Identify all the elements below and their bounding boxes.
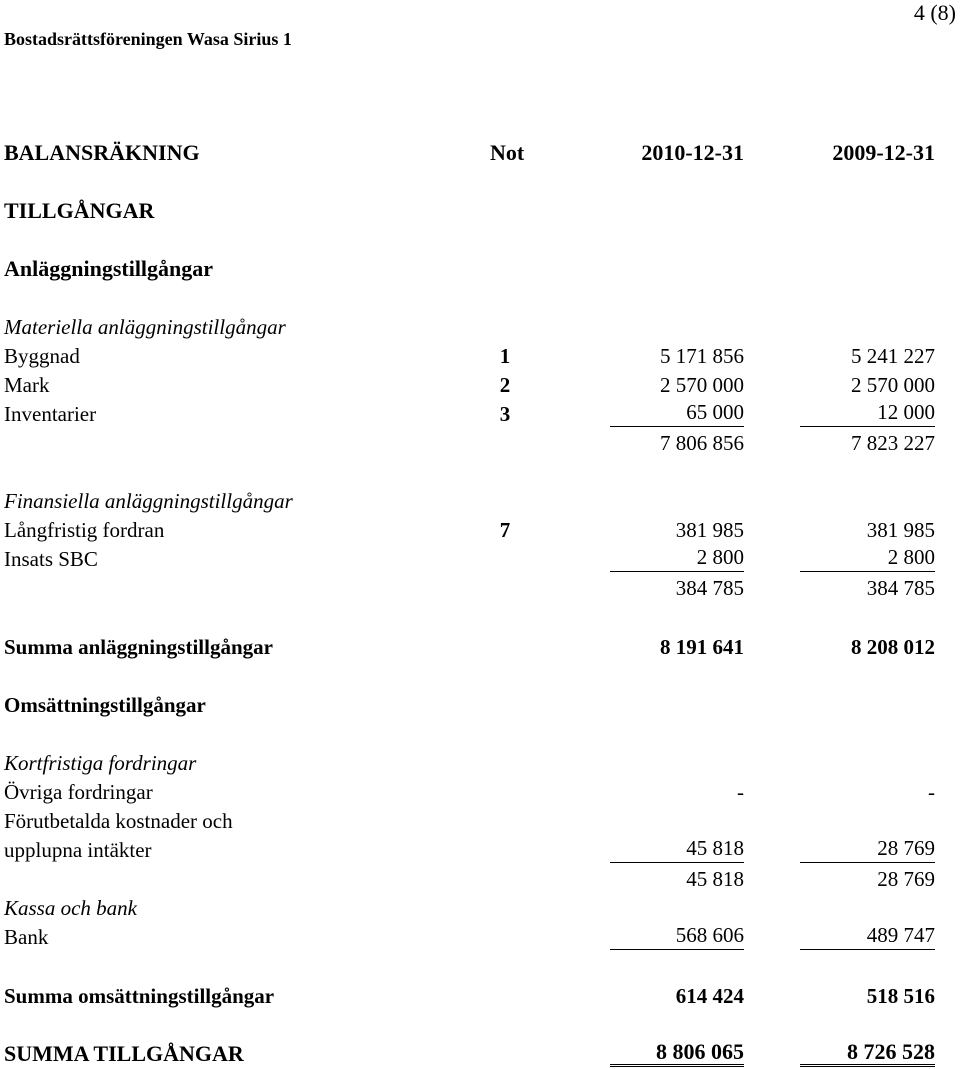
fixed-assets-total-2009: 8 208 012 xyxy=(851,635,935,659)
assets-total-2010: 8 806 065 xyxy=(610,1039,744,1067)
row-label: Förutbetalda kostnader och xyxy=(4,809,233,833)
cash-heading: Kassa och bank xyxy=(4,896,137,920)
note-column-header: Not xyxy=(490,140,525,165)
row-value-2010: 45 818 xyxy=(610,835,744,863)
current-assets-total-2009: 518 516 xyxy=(866,984,935,1008)
table-row xyxy=(0,806,960,836)
tangible-subtotal-row xyxy=(0,428,960,458)
year-2009-column-header: 2009-12-31 xyxy=(832,140,935,165)
row-label: Övriga fordringar xyxy=(4,780,153,804)
table-row xyxy=(0,370,960,400)
tangible-heading-row xyxy=(0,312,960,342)
row-label: Insats SBC xyxy=(4,547,98,571)
current-assets-heading: Omsättningstillgångar xyxy=(4,693,206,717)
row-note: 7 xyxy=(499,518,511,542)
table-row xyxy=(0,835,960,865)
financial-subtotal-row xyxy=(0,573,960,603)
table-row xyxy=(0,515,960,545)
row-note: 3 xyxy=(499,402,511,426)
tangible-subtotal-2009: 7 823 227 xyxy=(851,431,935,455)
row-value-2010: 381 985 xyxy=(675,518,744,542)
row-label: Inventarier xyxy=(4,402,97,426)
table-row xyxy=(0,777,960,807)
table-row xyxy=(0,399,960,429)
document-title: BALANSRÄKNING xyxy=(4,140,200,165)
table-row xyxy=(0,922,960,952)
fixed-assets-heading-row xyxy=(0,254,960,284)
short-term-subtotal-2010: 45 818 xyxy=(686,867,744,891)
row-label: Mark xyxy=(4,373,50,397)
current-assets-heading-row xyxy=(0,690,960,720)
tangible-subtotal-2010: 7 806 856 xyxy=(660,431,744,455)
row-value-2009: 5 241 227 xyxy=(851,344,935,368)
assets-heading-row xyxy=(0,196,960,226)
current-assets-total-label: Summa omsättningstillgångar xyxy=(4,984,275,1008)
row-value-2010: 5 171 856 xyxy=(660,344,744,368)
row-value-2009: 381 985 xyxy=(866,518,935,542)
assets-total-2009: 8 726 528 xyxy=(800,1039,935,1067)
current-assets-total-row xyxy=(0,981,960,1011)
tangible-heading: Materiella anläggningstillgångar xyxy=(4,315,286,339)
page-number: 4 (8) xyxy=(913,0,956,25)
row-value-2010: 2 570 000 xyxy=(660,373,744,397)
row-note: 2 xyxy=(499,373,511,397)
short-term-heading: Kortfristiga fordringar xyxy=(4,751,197,775)
row-label-continued: upplupna intäkter xyxy=(4,838,152,862)
row-value-2009: 489 747 xyxy=(800,922,935,950)
assets-heading: TILLGÅNGAR xyxy=(4,198,155,223)
financial-subtotal-2010: 384 785 xyxy=(675,576,744,600)
row-value-2009: 12 000 xyxy=(800,399,935,427)
row-value-2010: 568 606 xyxy=(610,922,744,950)
financial-subtotal-2009: 384 785 xyxy=(866,576,935,600)
fixed-assets-heading: Anläggningstillgångar xyxy=(4,256,214,281)
short-term-subtotal-row xyxy=(0,864,960,894)
row-value-2009: 2 570 000 xyxy=(851,373,935,397)
year-2010-column-header: 2010-12-31 xyxy=(641,140,744,165)
row-value-2009: 28 769 xyxy=(800,835,935,863)
row-label: Byggnad xyxy=(4,344,80,368)
fixed-assets-total-label: Summa anläggningstillgångar xyxy=(4,635,273,659)
row-label: Bank xyxy=(4,925,49,949)
assets-total-row xyxy=(0,1039,960,1069)
short-term-heading-row xyxy=(0,748,960,778)
row-value-2010: 65 000 xyxy=(610,399,744,427)
table-row xyxy=(0,341,960,371)
row-value-2010: 2 800 xyxy=(610,544,744,572)
row-label: Långfristig fordran xyxy=(4,518,165,542)
balance-header-row xyxy=(0,138,960,168)
assets-total-label: SUMMA TILLGÅNGAR xyxy=(4,1041,244,1066)
short-term-subtotal-2009: 28 769 xyxy=(877,867,935,891)
cash-heading-row xyxy=(0,893,960,923)
organization-name: Bostadsrättsföreningen Wasa Sirius 1 xyxy=(4,29,292,49)
fixed-assets-total-row xyxy=(0,632,960,662)
financial-heading-row xyxy=(0,486,960,516)
row-value-2009: 2 800 xyxy=(800,544,935,572)
table-row xyxy=(0,544,960,574)
current-assets-total-2010: 614 424 xyxy=(675,984,744,1008)
row-note: 1 xyxy=(499,344,511,368)
row-value-2010: - xyxy=(737,780,744,804)
row-value-2009: - xyxy=(928,780,935,804)
fixed-assets-total-2010: 8 191 641 xyxy=(660,635,744,659)
financial-heading: Finansiella anläggningstillgångar xyxy=(4,489,293,513)
